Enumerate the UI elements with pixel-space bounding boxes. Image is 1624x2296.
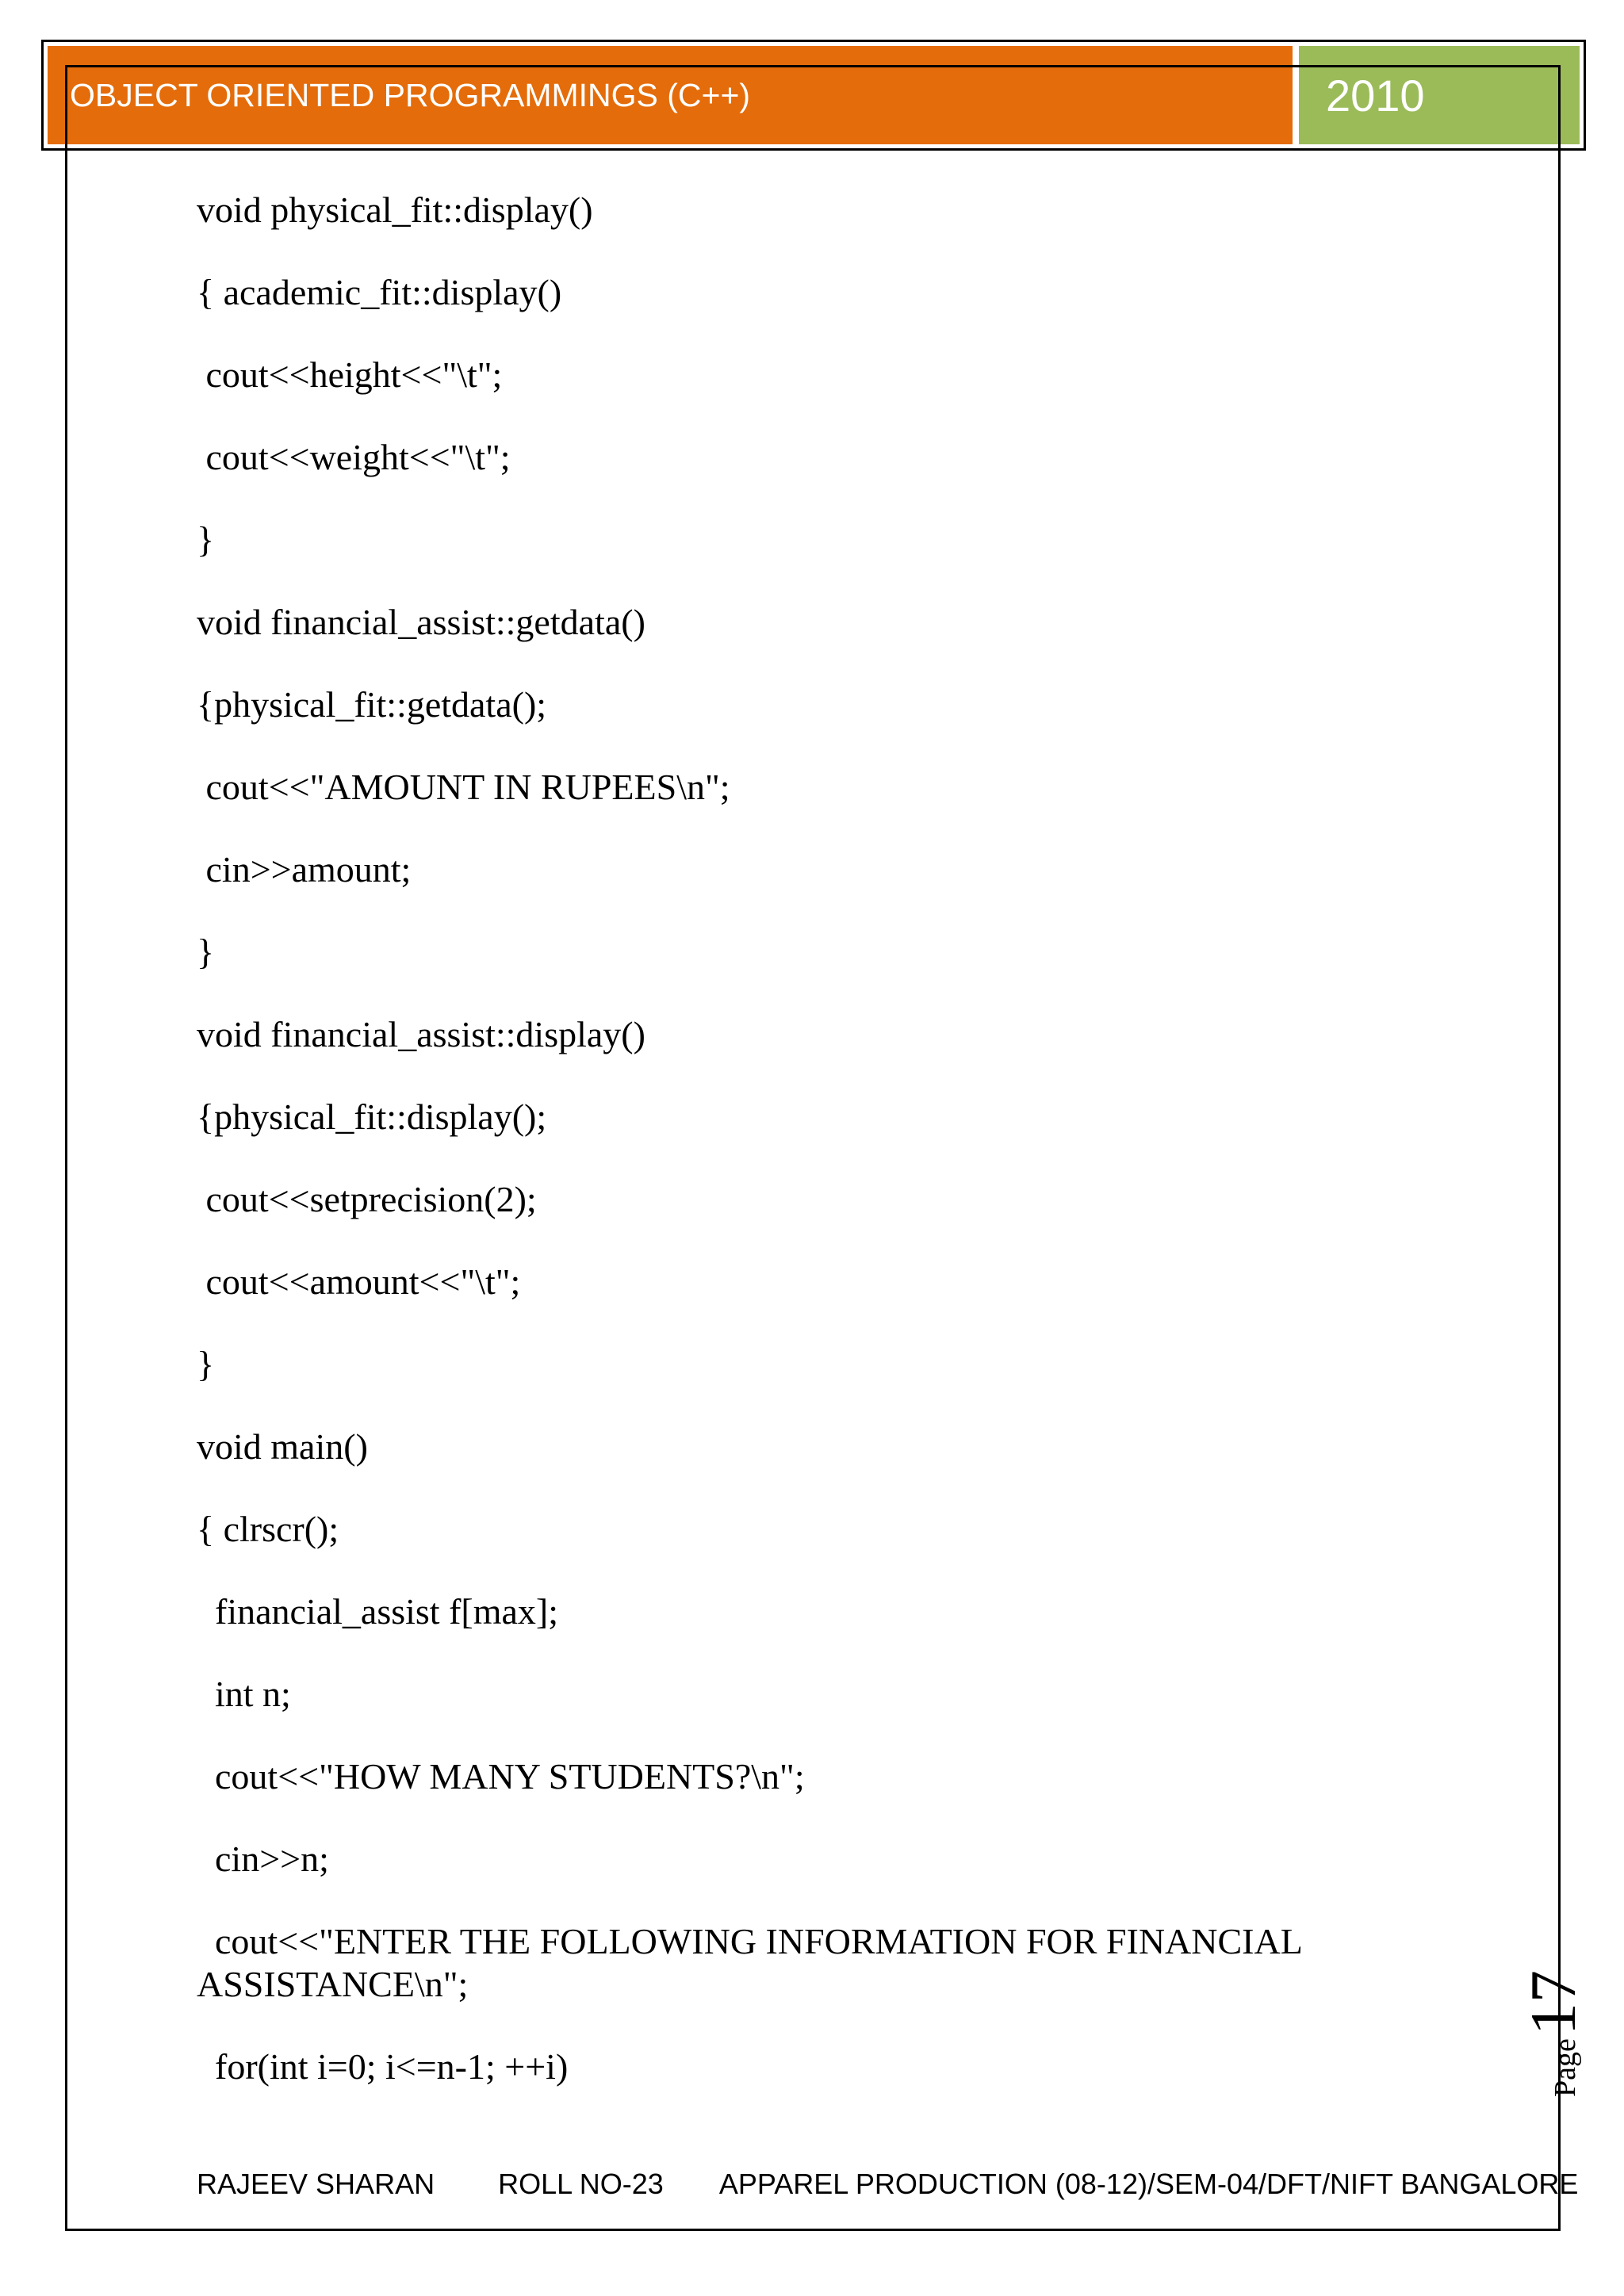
code-line: void main() bbox=[197, 1426, 368, 1467]
code-line: } bbox=[197, 1344, 215, 1384]
code-line: } bbox=[197, 932, 215, 972]
code-line: cout<<"AMOUNT IN RUPEES\n"; bbox=[197, 767, 730, 807]
code-line: financial_assist f[max]; bbox=[197, 1591, 559, 1632]
page-word: Page bbox=[1549, 2038, 1582, 2097]
code-line: {physical_fit::display(); bbox=[197, 1096, 547, 1137]
footer-author-name: RAJEEV SHARAN bbox=[197, 2168, 435, 2200]
page-footer bbox=[197, 2164, 1578, 2204]
code-line: { clrscr(); bbox=[197, 1509, 339, 1549]
page-digits: 17 bbox=[1517, 1970, 1589, 2036]
code-line: void financial_assist::display() bbox=[197, 1014, 645, 1054]
code-line: { academic_fit::display() bbox=[197, 272, 562, 312]
code-listing bbox=[197, 189, 1434, 2128]
code-line: int n; bbox=[197, 1674, 291, 1714]
code-line: cout<<amount<<"\t"; bbox=[197, 1261, 521, 1302]
header-divider bbox=[1293, 46, 1299, 144]
code-line: void financial_assist::getdata() bbox=[197, 602, 645, 642]
code-line: } bbox=[197, 519, 215, 560]
code-line: cout<<height<<"\t"; bbox=[197, 354, 503, 395]
footer-course: APPAREL PRODUCTION (08-12)/SEM-04/DFT/NIFT BANGALORE bbox=[718, 2168, 1579, 2200]
header-year: 2010 bbox=[1299, 46, 1580, 144]
code-line: cout<<weight<<"\t"; bbox=[197, 437, 511, 477]
code-line: for(int i=0; i<=n-1; ++i) bbox=[197, 2046, 569, 2087]
code-line: cout<<"ENTER THE FOLLOWING INFORMATION FOR FINANCIAL ASSISTANCE\n"; bbox=[197, 1921, 1309, 2004]
code-line: {physical_fit::getdata(); bbox=[197, 684, 547, 725]
code-line: cin>>amount; bbox=[197, 849, 412, 890]
footer-roll-number: ROLL NO-23 bbox=[498, 2168, 664, 2200]
header-title: OBJECT ORIENTED PROGRAMMINGS (C++) bbox=[48, 46, 1293, 144]
page-header bbox=[48, 46, 1580, 144]
code-line: void physical_fit::display() bbox=[197, 189, 593, 230]
code-line: cout<<"HOW MANY STUDENTS?\n"; bbox=[197, 1756, 805, 1797]
code-line: cin>>n; bbox=[197, 1839, 329, 1879]
code-line: cout<<setprecision(2); bbox=[197, 1179, 537, 1219]
